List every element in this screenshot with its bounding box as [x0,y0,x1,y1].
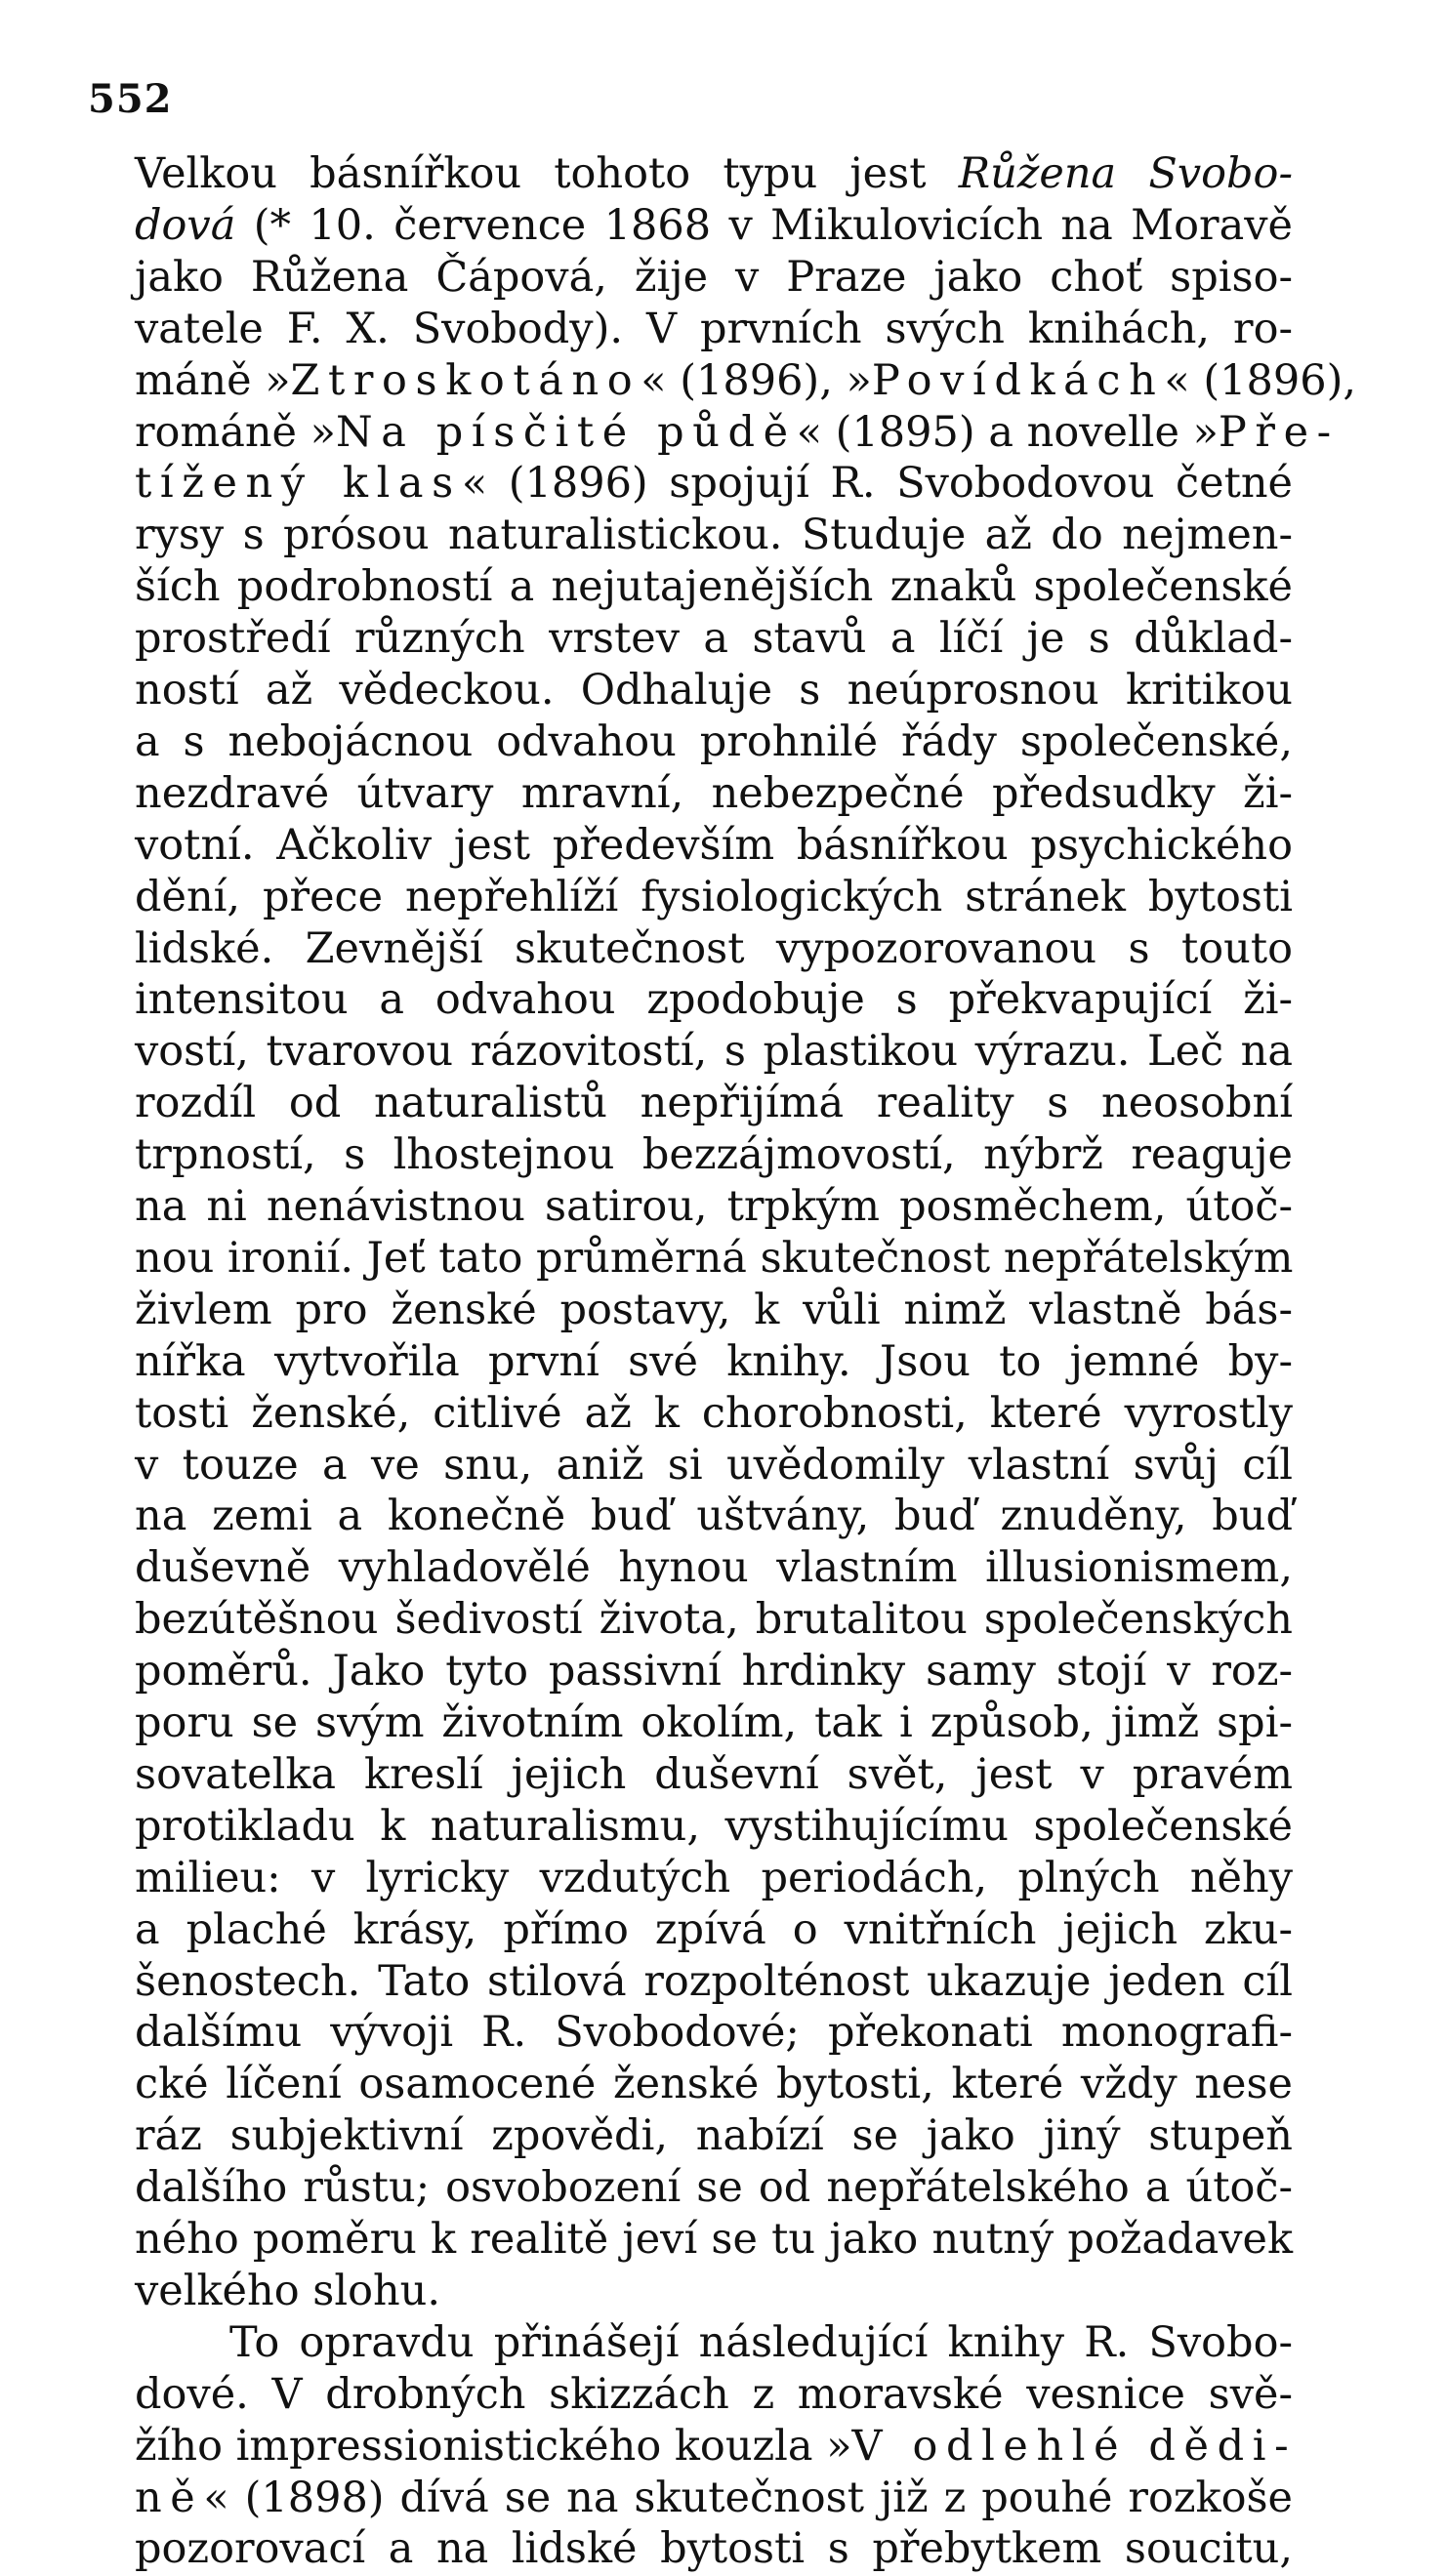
text-line [135,2419,1298,2474]
text-segment: (* 10. července 1868 v Mikulovicích na Moravě [235,200,1293,250]
text-line [135,2005,1293,2060]
text-segment: intensitou a odvahou zpodobuje s překvapující ži- [135,975,1293,1025]
text-line [135,1283,1293,1337]
text-segment: « (1896), » [641,355,872,405]
text-segment: protikladu k naturalismu, vystihujícímu společenské [135,1801,1293,1851]
text-segment: na zemi a konečně buď uštvány, buď znuděny, buď [135,1492,1293,1541]
page-number: 552 [88,76,173,122]
text-segment: ších podrobností a nejutajenějších znaků společenské [135,562,1293,612]
text-segment: dové. V drobných skizzách z moravské vesnice svě- [135,2369,1293,2419]
text-segment: nezdravé útvary mravní, nebezpečné předsudky ži- [135,768,1293,818]
spaced-title: Povídkách [871,355,1165,405]
text-line [135,1024,1293,1079]
text-line [135,198,1293,253]
text-segment: cké líčení osamocené ženské bytosti, které vždy nese [135,2060,1293,2109]
text-line [135,1127,1293,1182]
text-segment: « (1898) dívá se na skutečnost již z pouhé rozkoše [203,2473,1293,2522]
text-segment: ráz subjektivní zpovědi, nabízí se jako jiný stupeň [135,2111,1293,2161]
text-line [135,456,1293,511]
text-line [135,1076,1293,1130]
text-segment: prostředí různých vrstev a stavů a líčí je s důklad- [135,614,1293,664]
text-segment: « (1896) spojují R. Svobodovou četné [461,459,1293,509]
text-segment: dění, přece nepřehlíží fysiologických stránek bytosti [135,872,1293,921]
spaced-title: Pře- [1218,407,1340,457]
text-line [135,611,1293,666]
text-line [135,1851,1293,1905]
text-line [135,1489,1293,1543]
text-segment: a plaché krásy, přímo zpívá o vnitřních jejich zku- [135,1904,1293,1954]
text-line [135,2521,1293,2576]
text-segment: pozorovací a na lidské bytosti s přebytkem soucitu, [135,2524,1293,2574]
text-line [135,1747,1293,1802]
text-segment: velkého slohu. [135,2266,441,2315]
spaced-title: V odlehlé dědi- [851,2421,1298,2471]
text-segment: lidské. Zevnější skutečnost vypozorovanou s touto [135,923,1293,973]
text-segment: bezútěšnou šedivostí života, brutalitou společenských [135,1595,1293,1645]
text-line [135,405,1340,460]
text-segment: poru se svým životním okolím, tak i způsob, jimž spi- [135,1698,1293,1747]
text-line [135,508,1293,562]
text-segment: trpností, s lhostejnou bezzájmovostí, nýbrž reaguje [135,1130,1293,1180]
text-segment: tosti ženské, citlivé až k chorobnosti, které vyrostly [135,1388,1293,1438]
text-line [135,1954,1293,2009]
text-segment: vostí, tvarovou rázovitostí, s plastikou výrazu. Leč na [135,1027,1293,1077]
spaced-title: Ztroskotáno [290,355,641,405]
text-line [135,1179,1293,1234]
text-segment: a s nebojácnou odvahou prohnilé řády společenské, [135,716,1293,766]
text-segment: nířka vytvořila první své knihy. Jsou to jemné by- [135,1336,1293,1386]
text-line [135,250,1293,305]
text-line [135,1696,1293,1750]
text-line [135,559,1293,614]
text-line [135,1334,1293,1389]
text-line [135,2212,1293,2267]
text-segment: milieu: v lyricky vzdutých periodách, plných něhy [135,1853,1293,1902]
text-line [135,2160,1293,2215]
text-segment: na ni nenávistnou satirou, trpkým posměchem, útoč- [135,1182,1293,1231]
text-segment: románě » [135,407,336,457]
text-line [135,1902,1293,1957]
text-segment: rysy s prósou naturalistickou. Studuje až do nejmen- [135,511,1293,560]
text-line [135,2264,1293,2318]
text-segment: v touze a ve snu, aniž si uvědomily vlastní svůj cíl [135,1440,1293,1490]
text-segment: dalšímu vývoji R. Svobodové; překonati monografi- [135,2008,1293,2058]
text-segment: ností až vědeckou. Odhaluje s neúprosnou kritikou [135,666,1293,715]
text-line [135,921,1293,976]
italic-name: dová [135,200,236,250]
text-line [135,870,1293,924]
text-segment: ného poměru k realitě jeví se tu jako nutný požadavek [135,2215,1293,2264]
text-line [135,1592,1293,1647]
text-line [229,2315,1293,2370]
text-segment: žího impressionistického kouzla » [135,2421,852,2471]
text-line [135,353,1357,408]
text-segment: dalšího růstu; osvobození se od nepřátelského a útoč- [135,2163,1293,2213]
italic-name: Růžena Svobo- [958,149,1293,198]
text-line [135,146,1293,201]
text-line [135,1644,1293,1698]
text-segment: sovatelka kreslí jejich duševní svět, jest v pravém [135,1749,1293,1799]
text-line [135,1799,1293,1854]
text-segment: rozdíl od naturalistů nepřijímá reality s neosobní [135,1079,1293,1128]
text-segment: « (1895) a novelle » [796,407,1219,457]
text-line [135,663,1293,717]
text-line [135,1540,1293,1595]
text-line [135,2108,1293,2163]
text-line [135,972,1293,1027]
text-segment: poměrů. Jako tyto passivní hrdinky samy stojí v roz- [135,1647,1293,1697]
text-segment: máně » [135,355,291,405]
text-segment: duševně vyhladovělé hynou vlastním illusionismem, [135,1543,1293,1593]
text-line [135,1438,1293,1492]
text-segment: Velkou básnířkou tohoto typu jest [135,149,959,198]
text-line [135,1386,1293,1441]
text-line [135,2057,1293,2111]
spaced-title: ně [135,2473,204,2522]
text-segment: To opravdu přinášejí následující knihy R. Svobo- [229,2317,1293,2367]
text-segment: živlem pro ženské postavy, k vůli nimž vlastně bás- [135,1285,1293,1334]
text-segment: vatele F. X. Svobody). V prvních svých knihách, ro- [135,304,1293,353]
text-line [135,715,1293,769]
text-line [135,766,1293,821]
text-line [135,2367,1293,2422]
text-segment: « (1896), [1164,355,1357,405]
text-line [135,2471,1293,2525]
text-segment: nou ironií. Jeť tato průměrná skutečnost nepřátelským [135,1233,1294,1283]
text-segment: šenostech. Tato stilová rozpolténost ukazuje jeden cíl [135,1956,1293,2006]
text-segment: votní. Ačkoliv jest především básnířkou psychického [135,820,1293,870]
text-line [135,302,1293,356]
text-segment: jako Růžena Čápová, žije v Praze jako choť spiso- [135,252,1293,302]
text-line [135,1231,1293,1286]
text-line [135,818,1293,873]
spaced-title: tížený klas [135,459,462,509]
spaced-title: Na písčité půdě [335,407,797,457]
